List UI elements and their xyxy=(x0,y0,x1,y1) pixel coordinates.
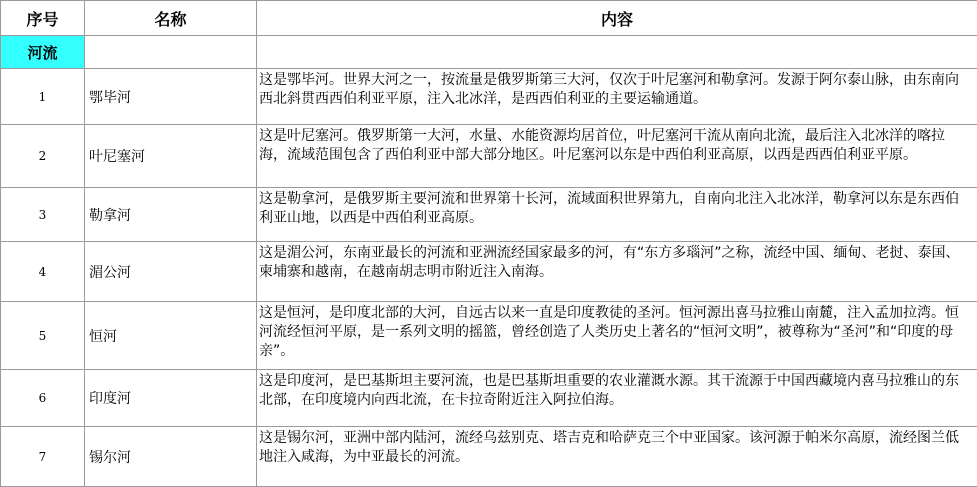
table-row xyxy=(1,242,977,302)
category-label[interactable]: 河流 xyxy=(1,36,85,69)
header-content[interactable]: 内容 xyxy=(257,1,977,36)
table-row xyxy=(1,370,977,427)
name-cell[interactable]: 锡尔河 xyxy=(85,427,257,487)
content-cell[interactable]: 这是勒拿河，是俄罗斯主要河流和世界第十长河，流域面积世界第九，自南向北注入北冰洋，勒拿河以东是东西伯利亚山地，以西是中西伯利亚高原。 xyxy=(257,188,977,242)
seq-cell[interactable]: 3 xyxy=(1,188,85,242)
content-cell[interactable]: 这是湄公河，东南亚最长的河流和亚洲流经国家最多的河，有“东方多瑙河”之称，流经中国、缅甸、老挝、泰国、柬埔寨和越南，在越南胡志明市附近注入南海。 xyxy=(257,242,977,302)
content-cell[interactable]: 这是印度河，是巴基斯坦主要河流，也是巴基斯坦重要的农业灌溉水源。其干流源于中国西藏境内喜马拉雅山的东北部，在印度境内向西北流，在卡拉奇附近注入阿拉伯海。 xyxy=(257,370,977,427)
table-row xyxy=(1,125,977,188)
content-cell[interactable]: 这是鄂毕河。世界大河之一，按流量是俄罗斯第三大河，仅次于叶尼塞河和勒拿河。发源于阿尔泰山脉，由东南向西北斜贯西西伯利亚平原，注入北冰洋，是西西伯利亚的主要运输通道。 xyxy=(257,69,977,125)
seq-cell[interactable]: 1 xyxy=(1,69,85,125)
header-name[interactable]: 名称 xyxy=(85,1,257,36)
category-row xyxy=(1,36,977,69)
seq-cell[interactable]: 5 xyxy=(1,302,85,370)
header-row xyxy=(1,1,977,36)
name-cell[interactable]: 恒河 xyxy=(85,302,257,370)
category-empty-cell[interactable] xyxy=(85,36,257,69)
seq-cell[interactable]: 7 xyxy=(1,427,85,487)
table-row xyxy=(1,69,977,125)
seq-cell[interactable]: 4 xyxy=(1,242,85,302)
name-cell[interactable]: 印度河 xyxy=(85,370,257,427)
content-cell[interactable]: 这是锡尔河，亚洲中部内陆河，流经乌兹别克、塔吉克和哈萨克三个中亚国家。该河源于帕米尔高原，流经图兰低地注入咸海，为中亚最长的河流。 xyxy=(257,427,977,487)
seq-cell[interactable]: 2 xyxy=(1,125,85,188)
name-cell[interactable]: 鄂毕河 xyxy=(85,69,257,125)
name-cell[interactable]: 湄公河 xyxy=(85,242,257,302)
category-empty-cell[interactable] xyxy=(257,36,977,69)
content-cell[interactable]: 这是恒河，是印度北部的大河，自远古以来一直是印度教徒的圣河。恒河源出喜马拉雅山南麓，注入孟加拉湾。恒河流经恒河平原，是一系列文明的摇篮，曾经创造了人类历史上著名的“恒河文明”，被尊称为“圣河”和“印度的母亲”。 xyxy=(257,302,977,370)
table-row xyxy=(1,188,977,242)
header-seq[interactable]: 序号 xyxy=(1,1,85,36)
table-row xyxy=(1,302,977,370)
name-cell[interactable]: 勒拿河 xyxy=(85,188,257,242)
content-cell[interactable]: 这是叶尼塞河。俄罗斯第一大河，水量、水能资源均居首位，叶尼塞河干流从南向北流，最后注入北冰洋的喀拉海，流域范围包含了西伯利亚中部大部分地区。叶尼塞河以东是中西伯利亚高原，以西是西西伯利亚平原。 xyxy=(257,125,977,188)
name-cell[interactable]: 叶尼塞河 xyxy=(85,125,257,188)
seq-cell[interactable]: 6 xyxy=(1,370,85,427)
